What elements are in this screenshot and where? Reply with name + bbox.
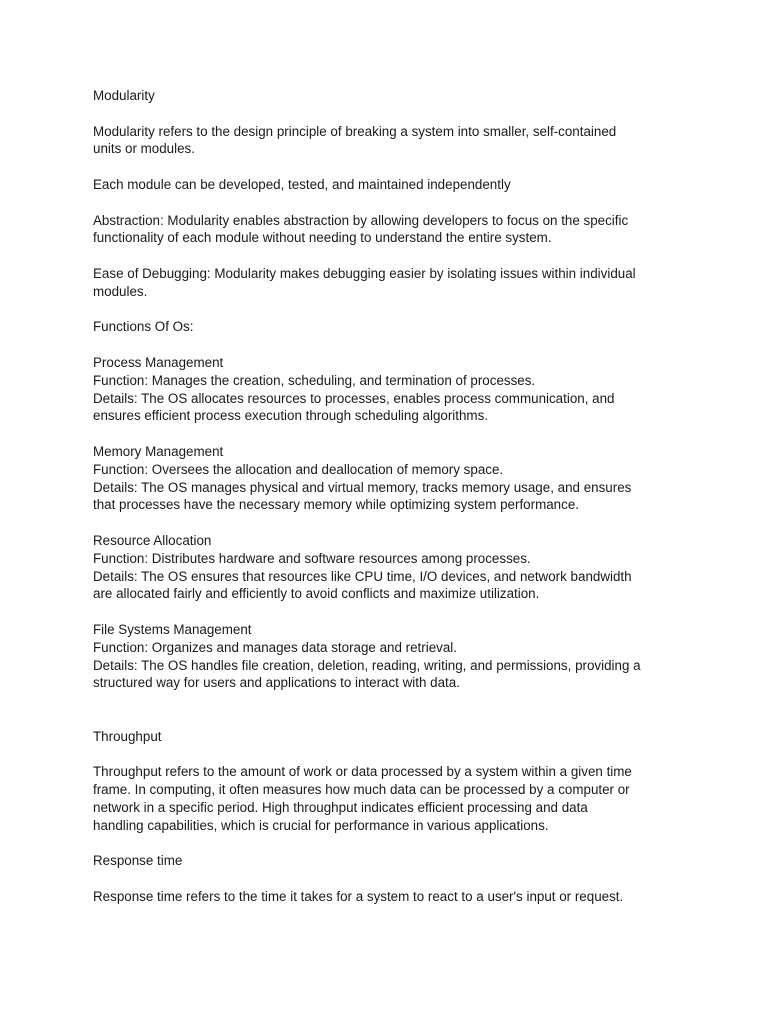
text-line: handling capabilities, which is crucial for performance in various applications. [93, 817, 549, 833]
section-heading [93, 87, 683, 105]
text-line: Details: The OS ensures that resources like CPU time, I/O devices, and network bandwidth [93, 568, 632, 584]
text-line: Details: The OS handles file creation, deletion, reading, writing, and permissions, providing a [93, 657, 641, 673]
text-line: Details: The OS manages physical and virtual memory, tracks memory usage, and ensures [93, 479, 632, 495]
section-heading [93, 728, 683, 746]
paragraph [93, 354, 683, 425]
text-line: Memory Management [93, 443, 224, 459]
text-line: structured way for users and applications to interact with data. [93, 675, 460, 691]
text-line: Modularity refers to the design principle of breaking a system into smaller, self-contained [93, 123, 617, 139]
text-line: modules. [93, 283, 148, 299]
paragraph [93, 532, 683, 603]
text-line: Resource Allocation [93, 532, 212, 548]
text-line: Function: Oversees the allocation and deallocation of memory space. [93, 461, 504, 477]
text-line: Ease of Debugging: Modularity makes debugging easier by isolating issues within individual [93, 265, 636, 281]
paragraph [93, 443, 683, 514]
text-line: Function: Manages the creation, scheduling, and termination of processes. [93, 372, 536, 388]
text-line: Function: Organizes and manages data storage and retrieval. [93, 639, 457, 655]
section-heading [93, 852, 683, 870]
paragraph [93, 123, 683, 159]
paragraph [93, 176, 683, 194]
text-line: Response time [93, 853, 183, 869]
spacer [93, 710, 683, 728]
text-line: Throughput [93, 728, 162, 744]
paragraph [93, 621, 683, 692]
text-line: Process Management [93, 354, 224, 370]
paragraph [93, 265, 683, 301]
text-line: Abstraction: Modularity enables abstraction by allowing developers to focus on the specific [93, 212, 629, 228]
text-line: ensures efficient process execution through scheduling algorithms. [93, 408, 489, 424]
text-line: Functions Of Os: [93, 319, 194, 335]
text-line: Response time refers to the time it takes for a system to react to a user's input or request. [93, 888, 624, 904]
text-line: that processes have the necessary memory while optimizing system performance. [93, 497, 579, 513]
text-line: Details: The OS allocates resources to processes, enables process communication, and [93, 390, 615, 406]
text-line: Function: Distributes hardware and software resources among processes. [93, 550, 531, 566]
paragraph [93, 888, 683, 906]
document-page [93, 87, 683, 923]
text-line: are allocated fairly and efficiently to avoid conflicts and maximize utilization. [93, 586, 540, 602]
text-line: units or modules. [93, 141, 195, 157]
text-line: Each module can be developed, tested, and maintained independently [93, 176, 511, 192]
text-line: File Systems Management [93, 621, 252, 637]
text-line: network in a specific period. High throughput indicates efficient processing and data [93, 799, 588, 815]
text-line: frame. In computing, it often measures how much data can be processed by a computer or [93, 782, 630, 798]
text-line: Throughput refers to the amount of work or data processed by a system within a given time [93, 764, 632, 780]
paragraph [93, 212, 683, 248]
text-line: functionality of each module without needing to understand the entire system. [93, 230, 552, 246]
text-line: Modularity [93, 88, 155, 103]
section-heading [93, 318, 683, 336]
paragraph [93, 763, 683, 834]
